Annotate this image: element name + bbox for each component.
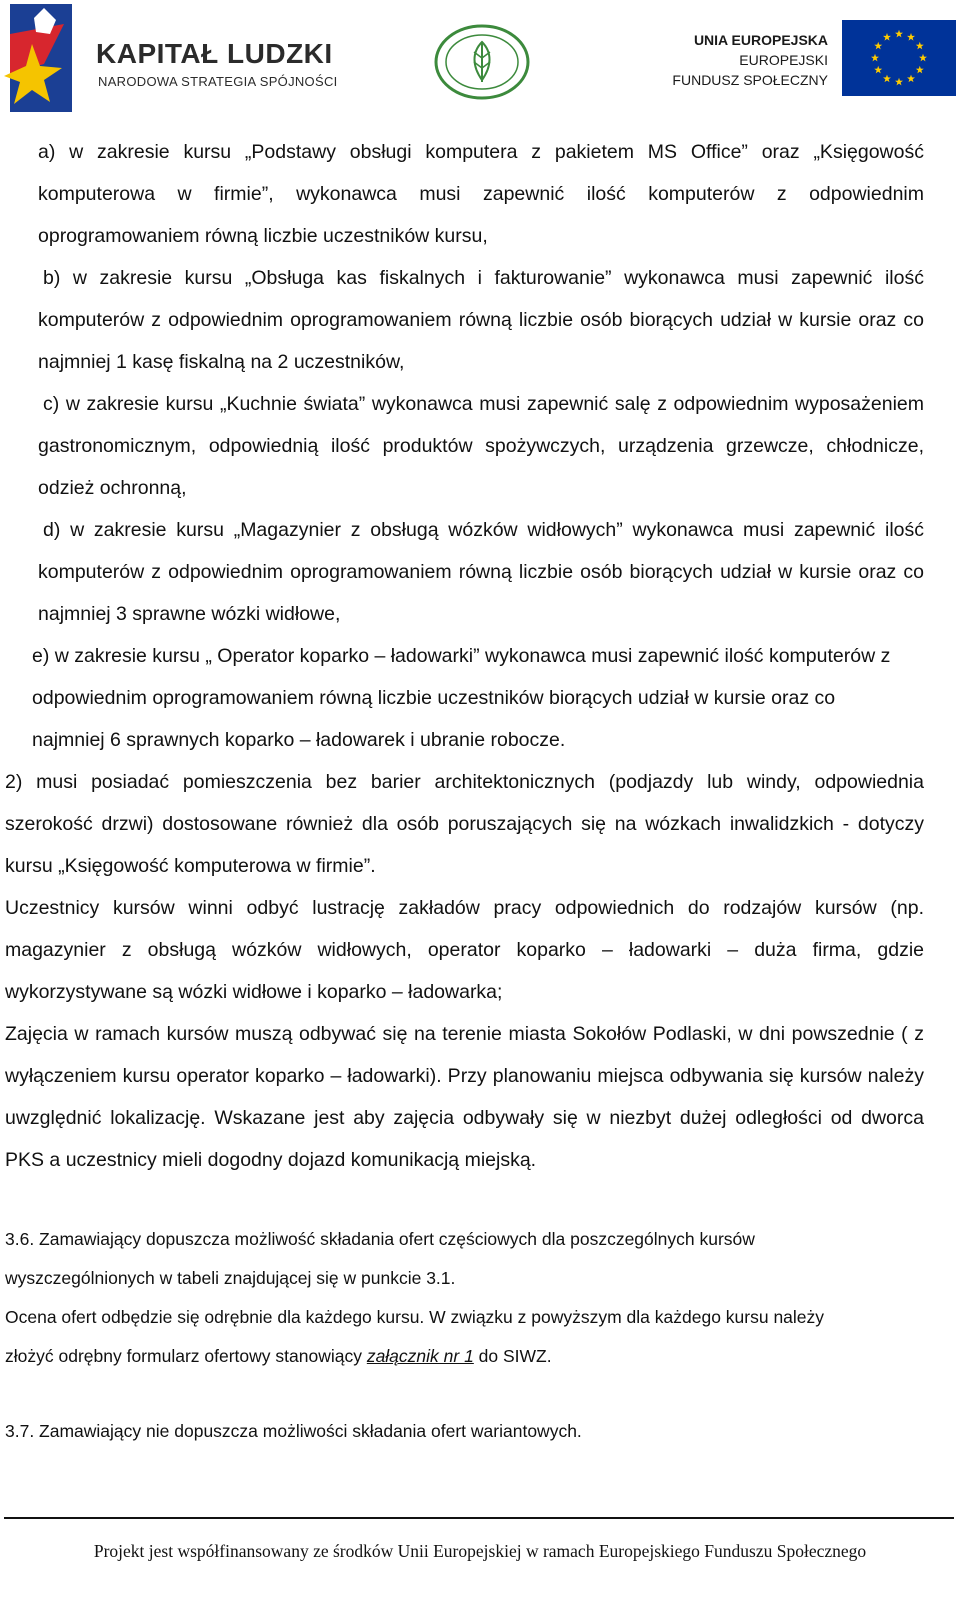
unia-europejska-logo: [656, 18, 956, 98]
page-header: [0, 0, 960, 120]
section-3-6-line-4: [5, 1337, 924, 1376]
kapital-ludzki-subtitle: NARODOWA STRATEGIA SPÓJNOŚCI: [98, 74, 338, 89]
kapital-ludzki-logo: [4, 4, 344, 112]
eu-line-1: UNIA EUROPEJSKA: [693, 32, 828, 48]
item-e: e) w zakresie kursu „ Operator koparko – ładowarki” wykonawca musi zapewnić ilość komputerów z odpowiednim oprogramowaniem równą liczbie uczestników biorących udział w kursie oraz co najmniej 6 sprawnych koparko – ładowarek i ubranie robocze.: [32, 645, 891, 751]
footer-divider: [4, 1517, 954, 1519]
section-3-6: [5, 1220, 924, 1376]
item-d: d) w zakresie kursu „Magazynier z obsługą wózków widłowych” wykonawca musi zapewnić ilość komputerów z odpowiednim oprogramowaniem równą liczbie osób biorących udział w kursie oraz co najmniej 3 sprawne wózki widłowe,: [38, 519, 924, 625]
footer-text: Projekt jest współfinansowany ze środków Unii Europejskiej w ramach Europejskiego Funduszu Społecznego: [93, 1541, 867, 1561]
powiat-emblem-icon: [432, 22, 532, 102]
section-3-6-line-4-pre: złożyć odrębny formularz ofertowy stanowiący: [5, 1346, 367, 1366]
zalacznik-1-link[interactable]: załącznik nr 1: [366, 1346, 474, 1366]
paragraph-uczestnicy: Uczestnicy kursów winni odbyć lustrację zakładów pracy odpowiednich do rodzajów kursów (np. magazynier z obsługą wózków widłowych, operator koparko – ładowarki – duża firma, gdzie wykorzystywane są wózki widłowe i koparko – ładowarka;: [5, 897, 924, 1003]
eu-line-3: FUNDUSZ SPOŁECZNY: [672, 72, 828, 88]
eu-flag-icon: [842, 20, 956, 96]
eu-line-2: EUROPEJSKI: [739, 52, 828, 68]
powiat-sokolowski-logo: [432, 22, 532, 102]
section-3-7: 3.7. Zamawiający nie dopuszcza możliwości składania ofert wariantowych.: [5, 1421, 582, 1441]
item-b: b) w zakresie kursu „Obsługa kas fiskalnych i fakturowanie” wykonawca musi zapewnić ilość komputerów z odpowiednim oprogramowaniem równą liczbie osób biorących udział w kursie oraz co najmniej 1 kasę fiskalną na 2 uczestników,: [38, 267, 924, 373]
item-a: a) w zakresie kursu „Podstawy obsługi komputera z pakietem MS Office” oraz „Księgowość komputerowa w firmie”, wykonawca musi zapewnić ilość komputerów z odpowiednim oprogramowaniem równą liczbie uczestników kursu,: [38, 141, 924, 247]
kapital-ludzki-emblem-icon: [4, 4, 94, 112]
item-2: 2) musi posiadać pomieszczenia bez barier architektonicznych (podjazdy lub windy, odpowiednia szerokość drzwi) dostosowane również dla osób poruszających się na wózkach inwalidzkich - dotyczy kursu „Księgowość komputerowa w firmie”.: [5, 771, 924, 877]
section-3-6-line-2: wyszczególnionych w tabeli znajdującej się w punkcie 3.1.: [5, 1268, 456, 1288]
paragraph-zajecia: Zajęcia w ramach kursów muszą odbywać się na terenie miasta Sokołów Podlaski, w dni powszednie ( z wyłączeniem kursu operator koparko – ładowarki). Przy planowaniu miejsca odbywania się kursów należy uwzględnić lokalizację. Wskazane jest aby zajęcia odbywały się w niezbyt dużej odległości od dworca PKS a uczestnicy mieli dogodny dojazd komunikacją miejską.: [5, 1023, 924, 1171]
section-3-6-line-1: 3.6. Zamawiający dopuszcza możliwość składania ofert częściowych dla poszczególnych kursów: [5, 1229, 755, 1249]
section-3-6-line-4-post: do SIWZ.: [473, 1346, 552, 1366]
kapital-ludzki-title: KAPITAŁ LUDZKI: [96, 38, 333, 69]
section-3-6-line-3: Ocena ofert odbędzie się odrębnie dla każdego kursu. W związku z powyższym dla każdego kursu należy: [5, 1307, 825, 1327]
item-c: c) w zakresie kursu „Kuchnie świata” wykonawca musi zapewnić salę z odpowiednim wyposażeniem gastronomicznym, odpowiednią ilość produktów spożywczych, urządzenia grzewcze, chłodnicze, odzież ochronną,: [38, 393, 924, 499]
